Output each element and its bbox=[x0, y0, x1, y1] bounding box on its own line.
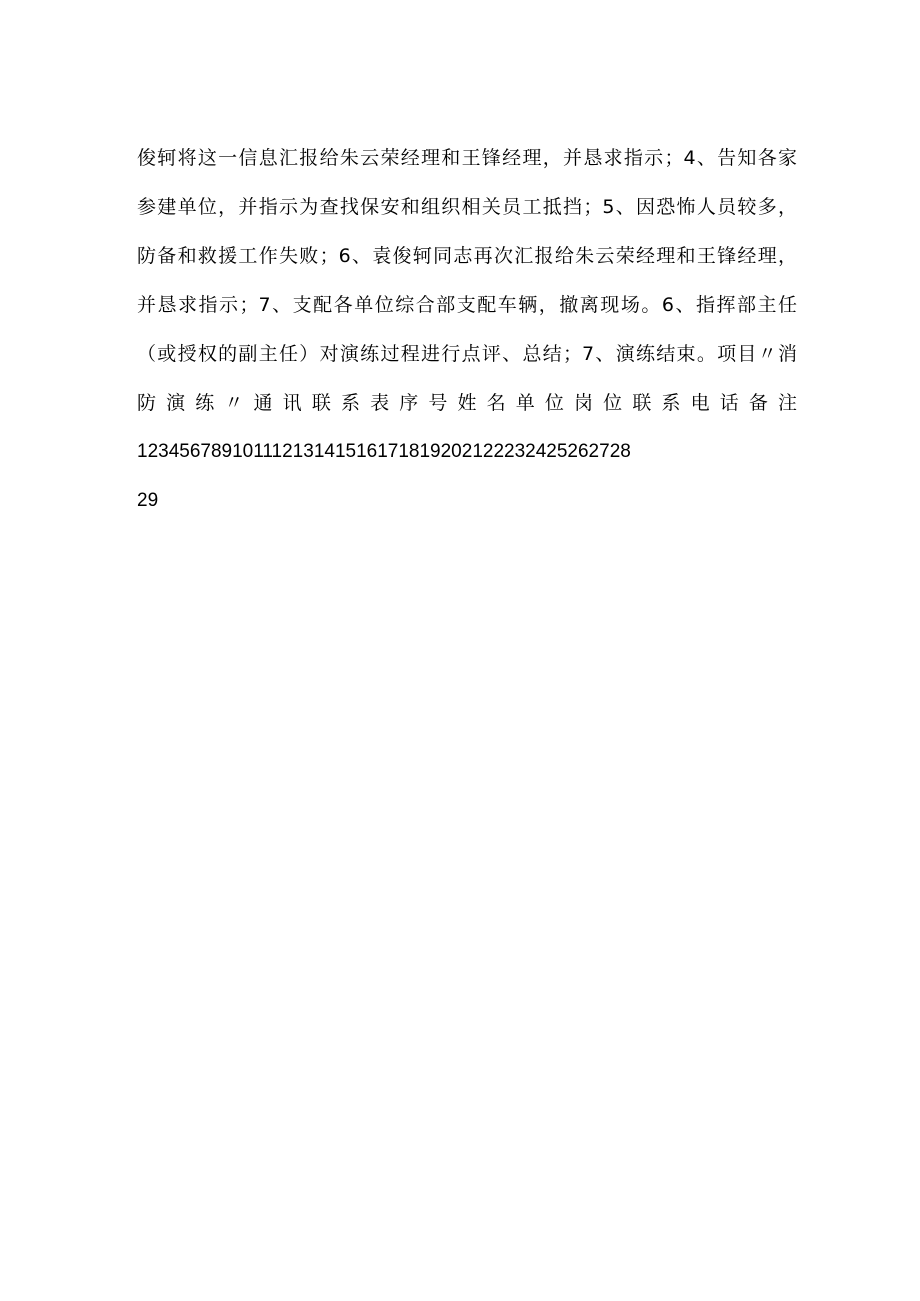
number-sequence-continuation: 29 bbox=[137, 490, 159, 511]
number-sequence-line: 12345678910111213141516171819202122232425262728 bbox=[137, 441, 631, 462]
text-line-5: （或授权的副主任）对演练过程进行点评、总结；7、演练结束。项目〃消 bbox=[137, 343, 797, 365]
text-line-6: 防 演 练 〃 通 讯 联 系 表 序 号 姓 名 单 位 岗 位 联 系 电 话 备 注 bbox=[137, 392, 797, 414]
text-line-2: 参建单位，并指示为查找保安和组织相关员工抵挡；5、因恐怖人员较多， bbox=[137, 196, 797, 218]
text-line-3: 防备和救援工作失败；6、袁俊轲同志再次汇报给朱云荣经理和王锋经理， bbox=[137, 245, 797, 267]
text-line-4: 并恳求指示；7、支配各单位综合部支配车辆，撤离现场。6、指挥部主任 bbox=[137, 294, 797, 316]
text-line-1: 俊轲将这一信息汇报给朱云荣经理和王锋经理，并恳求指示；4、告知各家 bbox=[137, 147, 797, 169]
body-text bbox=[137, 140, 797, 532]
